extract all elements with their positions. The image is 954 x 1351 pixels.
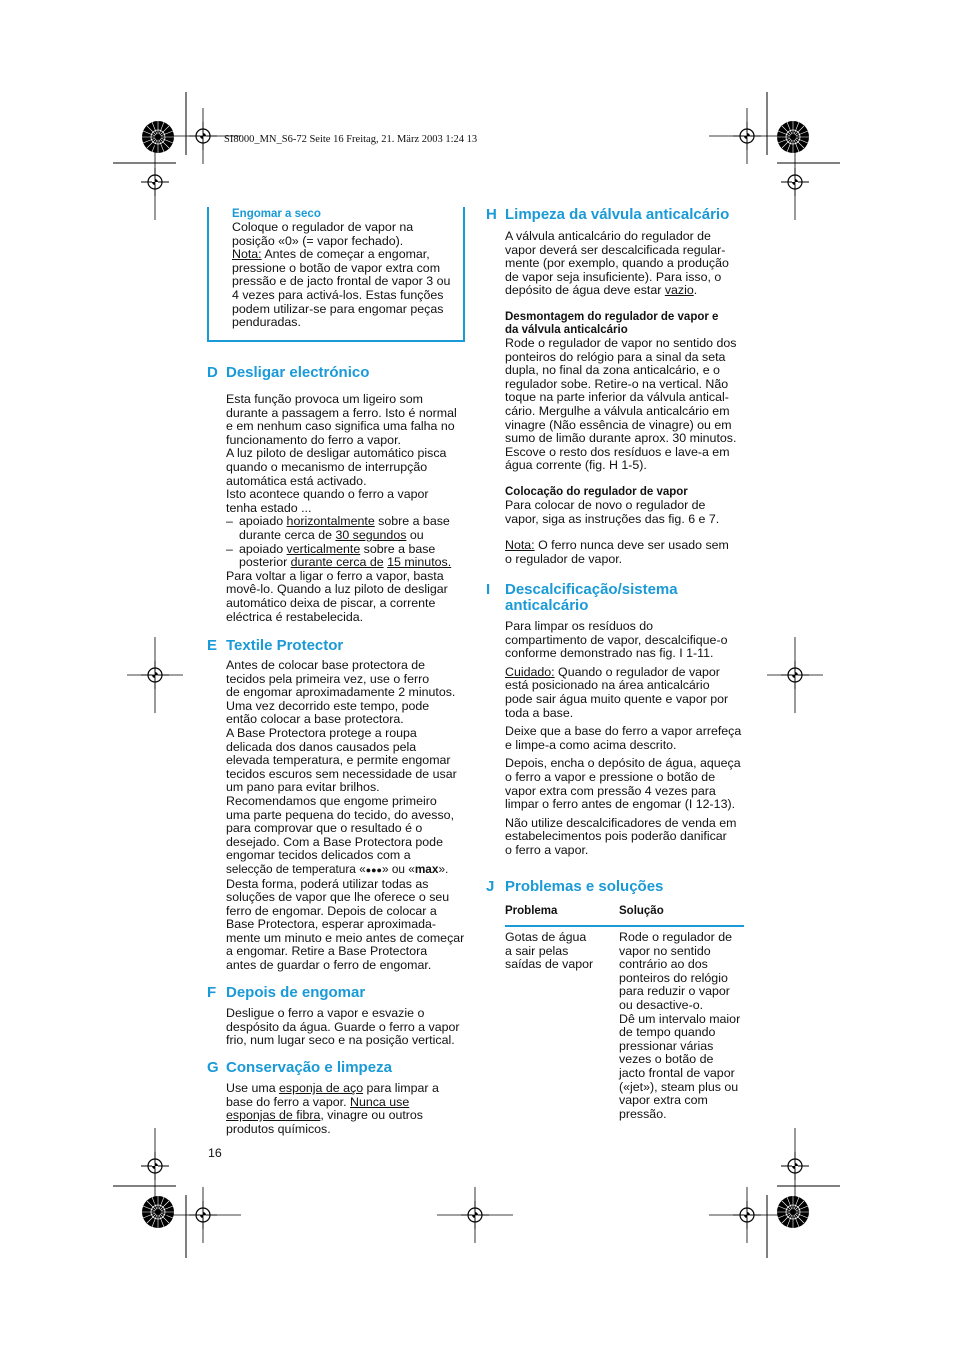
text-line: automático deixa de piscar, a corrente bbox=[226, 595, 436, 610]
text-line: a sair pelas bbox=[505, 943, 569, 958]
section-f bbox=[207, 984, 466, 1048]
section-j bbox=[486, 878, 750, 895]
info-box-content bbox=[232, 208, 462, 330]
section-d bbox=[207, 364, 466, 624]
bullet-item: – apoiado horizontalmente sobre a base bbox=[226, 515, 466, 529]
nota-text: Antes de começar a engomar, bbox=[261, 247, 430, 262]
section-title: Problemas e soluções bbox=[505, 878, 664, 895]
subheading: Colocação do regulador de vapor bbox=[505, 485, 688, 498]
text-line: Gotas de água bbox=[505, 930, 587, 944]
text-line: tecidos escuros sem necessidade de usar bbox=[226, 766, 457, 781]
text-line: («jet»), steam plus ou bbox=[619, 1079, 739, 1094]
subheading: Desmontagem do regulador de vapor e bbox=[505, 310, 719, 323]
section-g-heading bbox=[207, 1059, 466, 1076]
table-header-problem: Problema bbox=[505, 905, 558, 917]
table-cell-problem bbox=[505, 931, 615, 972]
text-line: Para limpar os resíduos do bbox=[505, 619, 654, 633]
nota-label: Nota: bbox=[232, 247, 262, 262]
text-line: durante a passagem a ferro. Isto é normal bbox=[226, 405, 457, 420]
text-line: vezes o botão de bbox=[619, 1052, 714, 1067]
text-line: Use uma esponja de aço para limpar a bbox=[226, 1081, 439, 1095]
section-letter: G bbox=[207, 1059, 219, 1076]
text-line: pode sair água muito quente e vapor por bbox=[505, 691, 729, 706]
text-line: posição «0» (= vapor fechado). bbox=[232, 233, 404, 248]
text-line: Antes de colocar base protectora de bbox=[226, 658, 426, 672]
text-line: A válvula anticalcário do regulador de bbox=[505, 229, 711, 243]
section-f-heading bbox=[207, 984, 466, 1001]
cuidado-line: Cuidado: Quando o regulador de vapor bbox=[505, 664, 720, 679]
text-line: automática está activado. bbox=[226, 473, 367, 488]
text-line: engomar tecidos delicados com a bbox=[226, 848, 411, 863]
bullet-item-cont: durante cerca de 30 segundos ou bbox=[239, 527, 424, 542]
text-line: vapor extra com pressão 4 vezes para bbox=[505, 783, 716, 798]
section-d-heading bbox=[207, 364, 466, 381]
text-line: tenha estado ... bbox=[226, 500, 312, 515]
text-line: está posicionado na área anticalcário bbox=[505, 678, 710, 693]
text-line: sumo de limão durante aprox. 30 minutos. bbox=[505, 431, 737, 446]
text-line: tecidos pela primeira vez, use o ferro bbox=[226, 671, 430, 686]
section-title: Textile Protector bbox=[226, 637, 344, 654]
text-line: saídas de vapor bbox=[505, 957, 594, 972]
text-line: Para colocar de novo o regulador de bbox=[505, 497, 706, 512]
text-line: depósito de água deve estar vazio. bbox=[505, 283, 698, 298]
text-line: A luz piloto de desligar automático pisca bbox=[226, 446, 447, 461]
text-line: Rode o regulador de bbox=[619, 930, 732, 944]
section-letter: J bbox=[486, 878, 495, 895]
text-line: Escove o resto dos resíduos e lave-a em bbox=[505, 444, 730, 459]
section-j-heading bbox=[486, 878, 750, 895]
text-line: para reduzir o vapor bbox=[619, 984, 730, 999]
text-line: movê-lo. Quando a luz piloto de desligar bbox=[226, 582, 448, 597]
text-line: ponteiros do relógio bbox=[619, 970, 728, 985]
text-line: Não utilize descalcificadores de venda em bbox=[505, 815, 737, 830]
text-line: Depois, encha o depósito de água, aqueça bbox=[505, 756, 741, 771]
text-line: de tempo quando bbox=[619, 1025, 716, 1040]
text-line: esponjas de fibra, vinagre ou outros bbox=[226, 1108, 424, 1123]
subheading: da válvula anticalcário bbox=[505, 323, 628, 336]
text-line: penduradas. bbox=[232, 315, 301, 330]
text-line: ponteiros do relógio para a sinal da seta bbox=[505, 349, 726, 364]
text-line: Desligue o ferro a vapor e esvazie o bbox=[226, 1006, 425, 1020]
section-e bbox=[207, 637, 466, 973]
section-letter: H bbox=[486, 206, 497, 223]
text-line: o regulador de vapor. bbox=[505, 551, 623, 566]
text-line: Rode o regulador de vapor no sentido dos bbox=[505, 335, 737, 350]
text-line: delicada dos danos causados pela bbox=[226, 739, 417, 754]
text-line: pressionar várias bbox=[619, 1038, 714, 1053]
text-line: Isto acontece quando o ferro a vapor bbox=[226, 487, 429, 502]
section-i-heading bbox=[486, 581, 750, 598]
section-i bbox=[486, 581, 750, 858]
text-line: despósito da água. Guarde o ferro a vapor bbox=[226, 1019, 460, 1034]
section-letter: E bbox=[207, 637, 218, 654]
page-number: 16 bbox=[208, 1146, 222, 1160]
bullet-item-cont: posterior durante cerca de 15 minutos. bbox=[239, 555, 452, 570]
section-letter: I bbox=[486, 581, 491, 598]
text-line: compartimento de vapor, descalcifique-o bbox=[505, 632, 728, 647]
text-line: a engomar. Retire a Base Protectora bbox=[226, 944, 428, 959]
text-line: e limpe-a como acima descrito. bbox=[505, 737, 677, 752]
text-line: pressione o botão de vapor extra com bbox=[232, 260, 441, 275]
text-line: funcionamento do ferro a vapor. bbox=[226, 432, 401, 447]
text-line: eléctrica é restabelecida. bbox=[226, 609, 364, 624]
text-line: elevada temperatura, e permite engomar bbox=[226, 753, 451, 768]
text-line: o ferro a vapor. bbox=[505, 842, 589, 857]
text-line: dupla, no final da zona anticalcário, e o bbox=[505, 363, 720, 378]
section-g bbox=[207, 1059, 466, 1136]
text-line: pressão e de jacto frontal de vapor 3 ou bbox=[232, 274, 451, 289]
text-line: ou desactive-o. bbox=[619, 997, 704, 1012]
text-line: Base Protectora, esperar aproximada- bbox=[226, 917, 437, 932]
text-line: jacto frontal de vapor bbox=[619, 1065, 735, 1080]
table-cell-solution bbox=[619, 931, 749, 1121]
text-line: Para voltar a ligar o ferro a vapor, basta bbox=[226, 568, 444, 583]
text-line: vapor extra com bbox=[619, 1093, 708, 1108]
text-line: conforme demonstrado nas fig. I 1-11. bbox=[505, 646, 714, 661]
text-line: limpar o ferro antes de engomar (I 12-13). bbox=[505, 797, 736, 812]
text-line: então colocar a base protectora. bbox=[226, 712, 404, 727]
text-line: mente (por exemplo, quando a produção bbox=[505, 256, 729, 271]
text-line: regulador sobe. Retire-o na vertical. Não bbox=[505, 376, 729, 391]
print-slug: SI8000_MN_S6-72 Seite 16 Freitag, 21. März 2003 1:24 13 bbox=[224, 134, 478, 145]
text-line: podem utilizar-se para engomar peças bbox=[232, 301, 444, 316]
text-line: vinagre (Não essência de vinagre) ou em bbox=[505, 417, 732, 432]
text-line: 4 vezes para activá-los. Estas funções bbox=[232, 287, 444, 302]
nota-line: Nota: O ferro nunca deve ser usado sem bbox=[505, 538, 729, 553]
text-line: desejado. Com a Base Protectora pode bbox=[226, 834, 443, 849]
section-letter: F bbox=[207, 984, 217, 1001]
table-header-solution: Solução bbox=[619, 905, 664, 917]
info-box-title: Engomar a seco bbox=[232, 208, 321, 220]
section-letter: D bbox=[207, 364, 218, 381]
section-title: Descalcificação/sistema bbox=[505, 581, 678, 598]
text-line: Recomendamos que engome primeiro bbox=[226, 793, 437, 808]
text-line: Deixe que a base do ferro a vapor arrefeça bbox=[505, 724, 742, 739]
text-line: A Base Protectora protege a roupa bbox=[226, 725, 417, 740]
text-line: pressão. bbox=[619, 1106, 667, 1121]
text-line: vapor deverá ser descalcificada regular- bbox=[505, 242, 726, 257]
section-i-heading-line2: anticalcário bbox=[505, 597, 589, 614]
text-line: e em nenhum caso significa uma falha no bbox=[226, 419, 455, 434]
text-line: cário. Mergulhe a válvula anticalcário em bbox=[505, 403, 730, 418]
text-line: água corrente (fig. H 1-5). bbox=[505, 458, 647, 473]
text-line: de engomar aproximadamente 2 minutos. bbox=[226, 685, 456, 700]
text-line: Uma vez decorrido este tempo, pode bbox=[226, 698, 430, 713]
section-title: Desligar electrónico bbox=[226, 364, 370, 381]
temperature-line: selecção de temperatura «●●●» ou «max». bbox=[226, 861, 449, 876]
text-line: toda a base. bbox=[505, 705, 574, 720]
text-line: frio, num lugar seco e na posição vertical. bbox=[226, 1033, 455, 1048]
text-line: toque na parte inferior da válvula antical- bbox=[505, 390, 729, 405]
text-line: base do ferro a vapor. Nunca use bbox=[226, 1094, 410, 1109]
text-line: vapor, siga as instruções das fig. 6 e 7. bbox=[505, 511, 720, 526]
section-title: Conservação e limpeza bbox=[226, 1059, 392, 1076]
text-line: estabelecimentos pois poderão danificar bbox=[505, 829, 727, 844]
text-line: produtos químicos. bbox=[226, 1121, 331, 1136]
text-line: uma parte pequena do tecido, do avesso, bbox=[226, 807, 455, 822]
nota-line bbox=[232, 248, 462, 262]
section-h-heading bbox=[486, 206, 750, 223]
text-line: soluções de vapor que lhe oferece o seu bbox=[226, 890, 450, 905]
section-title: Depois de engomar bbox=[226, 984, 366, 1001]
text-line: antes de guardar o ferro de engomar. bbox=[226, 958, 432, 973]
text-line: quando o mecanismo de interrupção bbox=[226, 459, 428, 474]
section-title: Limpeza da válvula anticalcário bbox=[505, 206, 730, 223]
text-line: contrário ao dos bbox=[619, 957, 708, 972]
text-line: Desta forma, poderá utilizar todas as bbox=[226, 876, 429, 891]
text-line: de vapor seja insuficiente). Para isso, o bbox=[505, 269, 722, 284]
table-header-rule bbox=[505, 925, 744, 927]
text-line: Coloque o regulador de vapor na bbox=[232, 220, 414, 234]
section-h bbox=[486, 206, 750, 566]
text-line: o ferro a vapor e pressione o botão de bbox=[505, 769, 716, 784]
section-e-heading bbox=[207, 637, 466, 654]
text-line: Dê um intervalo maior bbox=[619, 1011, 741, 1026]
text-line: Esta função provoca um ligeiro som bbox=[226, 392, 423, 406]
text-line: ferro de engomar. Depois de colocar a bbox=[226, 903, 437, 918]
bullet-item: – apoiado verticalmente sobre a base bbox=[226, 543, 466, 557]
text-line: vapor no sentido bbox=[619, 943, 711, 958]
text-line: um pano para evitar brilhos. bbox=[226, 780, 380, 795]
text-line: para comprovar que o resultado é o bbox=[226, 821, 423, 836]
text-line: mente um minuto e meio antes de começar bbox=[226, 930, 465, 945]
